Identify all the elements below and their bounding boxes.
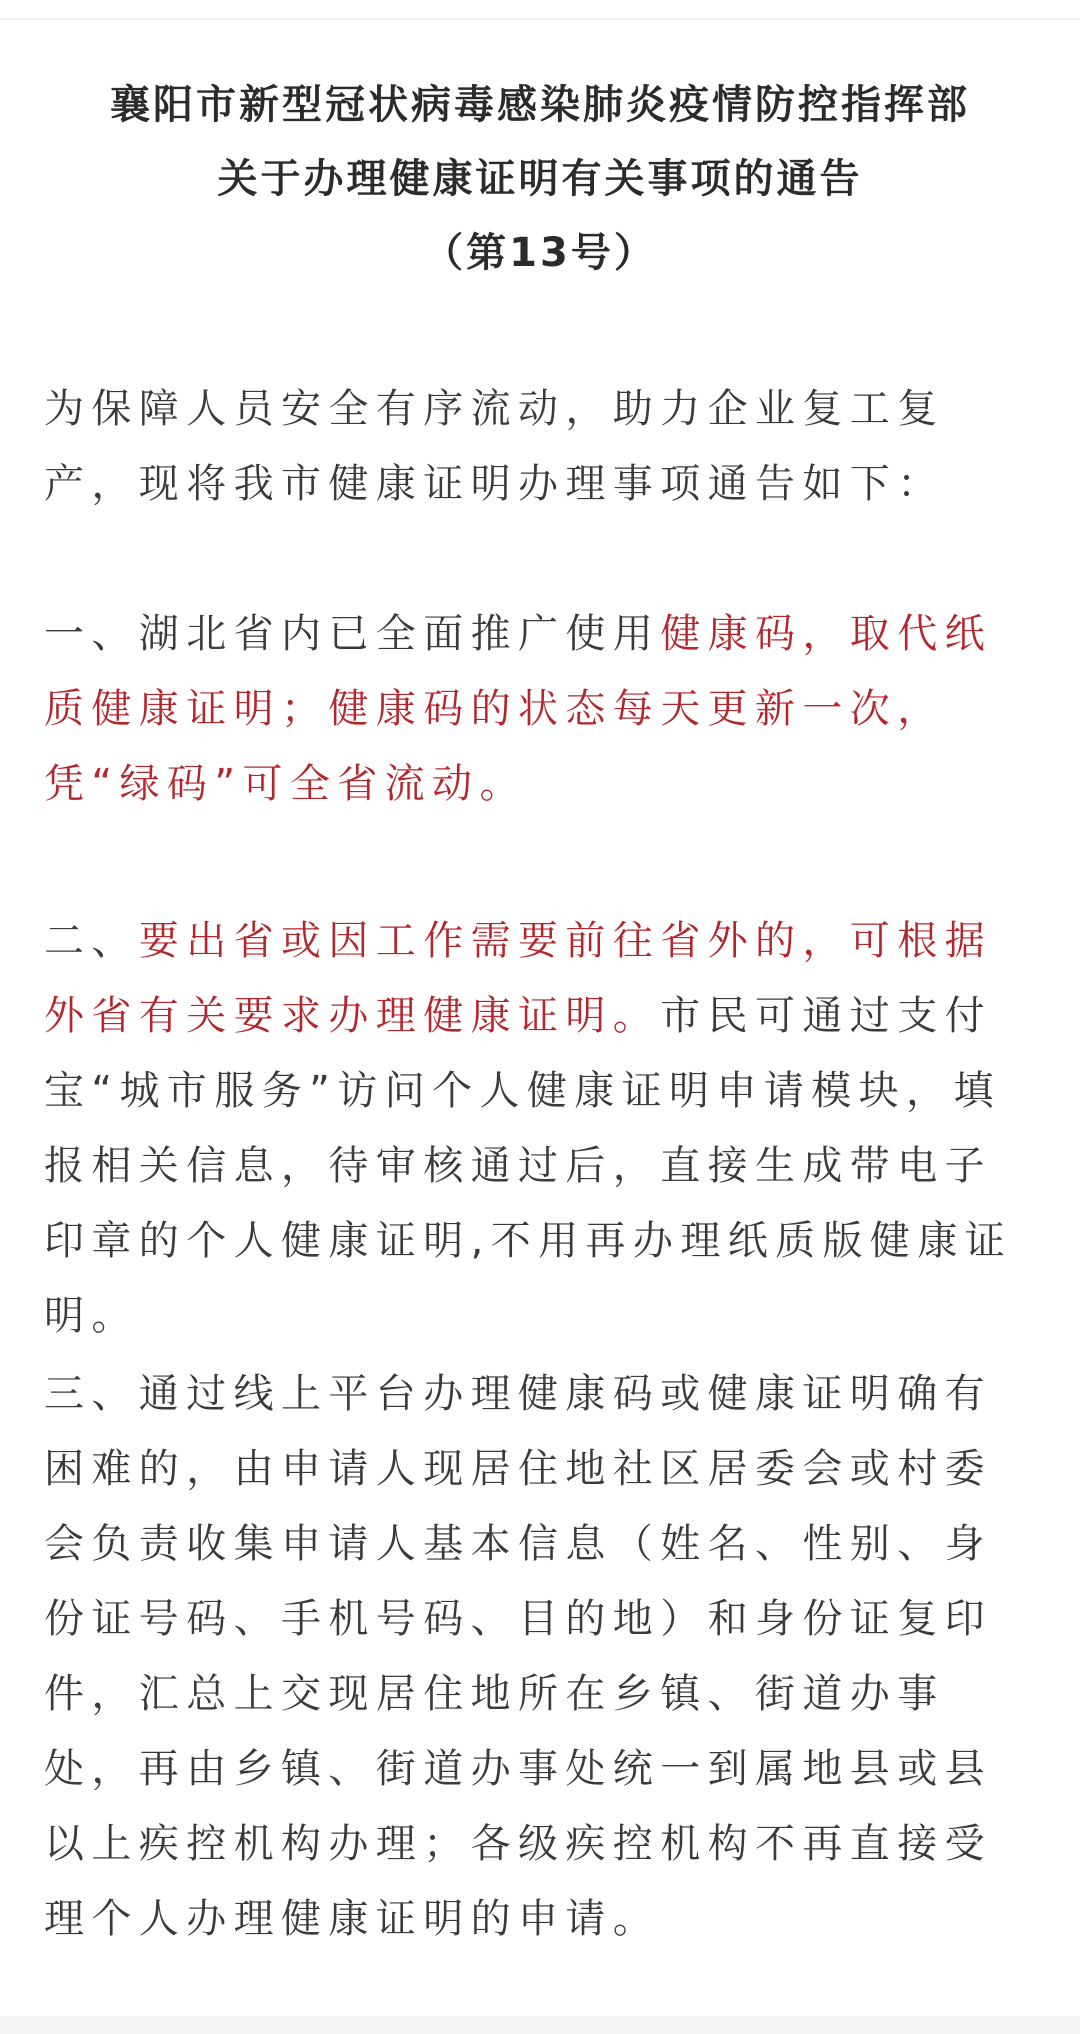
- item-two-paragraph: [44, 904, 1036, 1354]
- item-one-paragraph: [44, 597, 1036, 822]
- title-line-3: （第13号）: [423, 230, 657, 276]
- item-one-lead: 一、湖北省内已全面推广使用: [44, 611, 661, 657]
- item-three-text: 三、通过线上平台办理健康码或健康证明确有困难的，由申请人现居住地社区居委会或村委会负责收集申请人基本信息（姓名、性别、身份证号码、手机号码、目的地）和身份证复印件，汇总上交现居住地所在乡镇、街道办事处，再由乡镇、街道办事处统一到属地县或县以上疾控机构办理；各级疾控机构不再直接受理个人办理健康证明的申请。: [44, 1371, 992, 1942]
- bottom-band: [0, 2016, 1080, 2034]
- item-three-paragraph: [44, 1357, 1036, 1957]
- intro-paragraph: [44, 372, 1036, 522]
- item-two-rest: 市民可通过支付宝“城市服务”访问个人健康证明申请模块，填报相关信息，待审核通过后，直接生成带电子印章的个人健康证明,不用再办理纸质版健康证明。: [44, 993, 1013, 1339]
- top-divider: [0, 18, 1080, 20]
- item-two-highlight: 要出省或因工作需要前往省外的，可根据外省有关要求办理健康证明。: [44, 918, 993, 1039]
- item-one-highlight: 健康码，取代纸质健康证明；健康码的状态每天更新一次，凭“绿码”可全省流动。: [44, 611, 993, 807]
- title-line-1: 襄阳市新型冠状病毒感染肺炎疫情防控指挥部: [110, 82, 970, 128]
- title-line-2: 关于办理健康证明有关事项的通告: [217, 156, 863, 202]
- intro-text: 为保障人员安全有序流动，助力企业复工复产，现将我市健康证明办理事项通告如下：: [44, 386, 945, 507]
- item-two-lead: 二、: [44, 918, 139, 964]
- notice-title: [0, 68, 1080, 290]
